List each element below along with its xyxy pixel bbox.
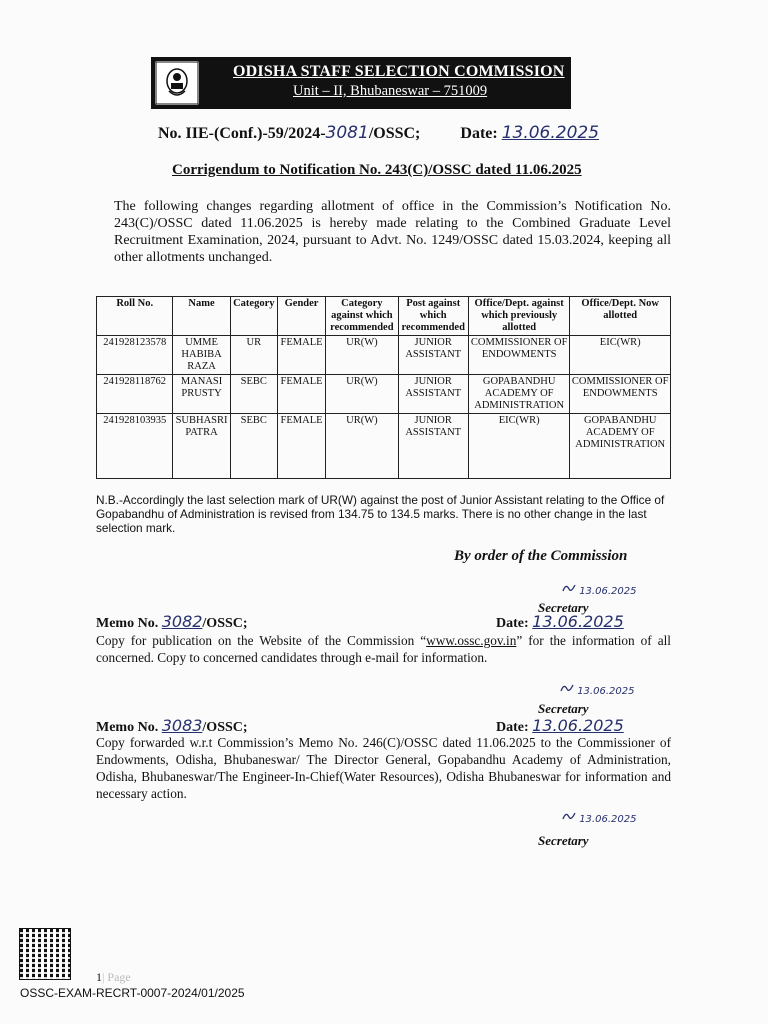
memo1-number: 3082 xyxy=(161,612,203,631)
cell-previous-office: EIC(WR) xyxy=(468,414,570,479)
cell-previous-office: GOPABANDHU ACADEMY OF ADMINISTRATION xyxy=(468,375,570,414)
memo2-date-label: Date: xyxy=(496,720,529,735)
signature-initials xyxy=(562,582,636,597)
signature-initials xyxy=(560,682,634,697)
cell-roll-no: 241928118762 xyxy=(97,375,173,414)
reference-line xyxy=(158,123,599,143)
signature-date: 13.06.2025 xyxy=(579,586,637,597)
website-link[interactable]: www.ossc.gov.in xyxy=(426,633,517,648)
header-name: Name xyxy=(173,297,230,336)
reference-suffix: /OSSC; xyxy=(368,125,421,142)
table-row xyxy=(97,375,671,414)
memo1-label: Memo No. xyxy=(96,616,159,631)
cell-now-office: GOPABANDHU ACADEMY OF ADMINISTRATION xyxy=(570,414,671,479)
footer-code: OSSC-EXAM-RECRT-0007-2024/01/2025 xyxy=(20,986,245,1000)
cell-category-recommended: UR(W) xyxy=(326,336,398,375)
table-header-row xyxy=(97,297,671,336)
cell-gender: FEMALE xyxy=(277,336,325,375)
cell-roll-no: 241928103935 xyxy=(97,414,173,479)
memo1-date-label: Date: xyxy=(496,616,529,631)
page-label: | Page xyxy=(102,970,131,984)
cell-now-office: COMMISSIONER OF ENDOWMENTS xyxy=(570,375,671,414)
cell-category-recommended: UR(W) xyxy=(326,414,398,479)
memo2-number: 3083 xyxy=(161,716,203,735)
header-now-office: Office/Dept. Now allotted xyxy=(570,297,671,336)
commission-address: Unit – II, Bhubaneswar – 751009 xyxy=(293,83,488,99)
table-row xyxy=(97,414,671,479)
table-row xyxy=(97,336,671,375)
secretary-label: Secretary xyxy=(538,701,589,716)
reference-prefix: No. IIE-(Conf.)-59/2024- xyxy=(158,125,326,142)
cell-now-office: EIC(WR) xyxy=(570,336,671,375)
commission-name: ODISHA STAFF SELECTION COMMISSION xyxy=(233,63,565,80)
secretary-label: Secretary xyxy=(538,600,589,615)
state-emblem-icon xyxy=(155,61,199,105)
reference-date-label: Date: xyxy=(460,125,498,142)
cell-post: JUNIOR ASSISTANT xyxy=(398,414,468,479)
cell-name: SUBHASRI PATRA xyxy=(173,414,230,479)
memo1-text xyxy=(96,632,671,666)
header-previous-office: Office/Dept. against which previously allotted xyxy=(468,297,570,336)
memo2-text: Copy forwarded w.r.t Commission’s Memo No. 246(C)/OSSC dated 11.06.2025 to the Commissioner of Endowments, Odisha, Bhubaneswar/ The Director General, Gopabandhu Academy of Administration, Odisha, Bhubaneswar/The Engineer-In-Chief(Water Resources), Odisha Bhubaneswar for information and necessary action. xyxy=(96,735,671,801)
secretary-label: Secretary xyxy=(538,833,589,848)
reference-date-value: 13.06.2025 xyxy=(501,123,600,143)
cell-gender: FEMALE xyxy=(277,414,325,479)
memo2-date-line xyxy=(496,716,624,736)
memo2-suffix: /OSSC; xyxy=(202,720,248,735)
memo2-date-value: 13.06.2025 xyxy=(532,716,624,735)
cell-post: JUNIOR ASSISTANT xyxy=(398,375,468,414)
signature-date: 13.06.2025 xyxy=(579,814,637,825)
cell-gender: FEMALE xyxy=(277,375,325,414)
header-category-recommended: Category against which recommended xyxy=(326,297,398,336)
nb-note: N.B.-Accordingly the last selection mark of UR(W) against the post of Junior Assistant relating to the Office of Gopabandhu of Administration is revised from 134.75 to 134.5 marks. There is no other change in the last selection mark. xyxy=(96,493,665,535)
cell-roll-no: 241928123578 xyxy=(97,336,173,375)
cell-category: SEBC xyxy=(230,414,277,479)
memo1-text-end: ” for the information of all concerned. Copy to concerned candidates through e-mail for information. xyxy=(96,633,671,665)
cell-post: JUNIOR ASSISTANT xyxy=(398,336,468,375)
intro-paragraph: The following changes regarding allotment of office in the Commission’s Notification No. 243(C)/OSSC dated 11.06.2025 is hereby made relating to the Combined Graduate Level Recruitment Examination, 2024, pursuant to Advt. No. 1249/OSSC dated 15.03.2024, keeping all other allotments unchanged. xyxy=(114,199,671,265)
cell-name: UMME HABIBA RAZA xyxy=(173,336,230,375)
reference-number: 3081 xyxy=(325,123,369,143)
corrigendum-title: Corrigendum to Notification No. 243(C)/OSSC dated 11.06.2025 xyxy=(172,162,582,178)
memo1-date-line xyxy=(496,612,624,632)
cell-previous-office: COMMISSIONER OF ENDOWMENTS xyxy=(468,336,570,375)
header-category: Category xyxy=(230,297,277,336)
allotment-table xyxy=(96,296,671,479)
header-gender: Gender xyxy=(277,297,325,336)
cell-category: UR xyxy=(230,336,277,375)
header-roll-no: Roll No. xyxy=(97,297,173,336)
memo1-suffix: /OSSC; xyxy=(202,616,248,631)
memo1-text-start: Copy for publication on the Website of the Commission “ xyxy=(96,633,427,648)
letterhead xyxy=(151,57,571,109)
order-line: By order of the Commission xyxy=(454,548,628,564)
memo2-label: Memo No. xyxy=(96,720,159,735)
cell-category: SEBC xyxy=(230,375,277,414)
page-number-value: 1 xyxy=(96,970,102,984)
cell-name: MANASI PRUSTY xyxy=(173,375,230,414)
memo2-number-line xyxy=(96,716,248,736)
memo1-number-line xyxy=(96,612,248,632)
header-post: Post against which recommended xyxy=(398,297,468,336)
cell-category-recommended: UR(W) xyxy=(326,375,398,414)
qr-code-icon xyxy=(20,929,70,979)
page-number xyxy=(96,970,131,985)
signature-date: 13.06.2025 xyxy=(577,686,635,697)
memo1-date-value: 13.06.2025 xyxy=(532,612,624,631)
signature-initials xyxy=(562,810,636,825)
